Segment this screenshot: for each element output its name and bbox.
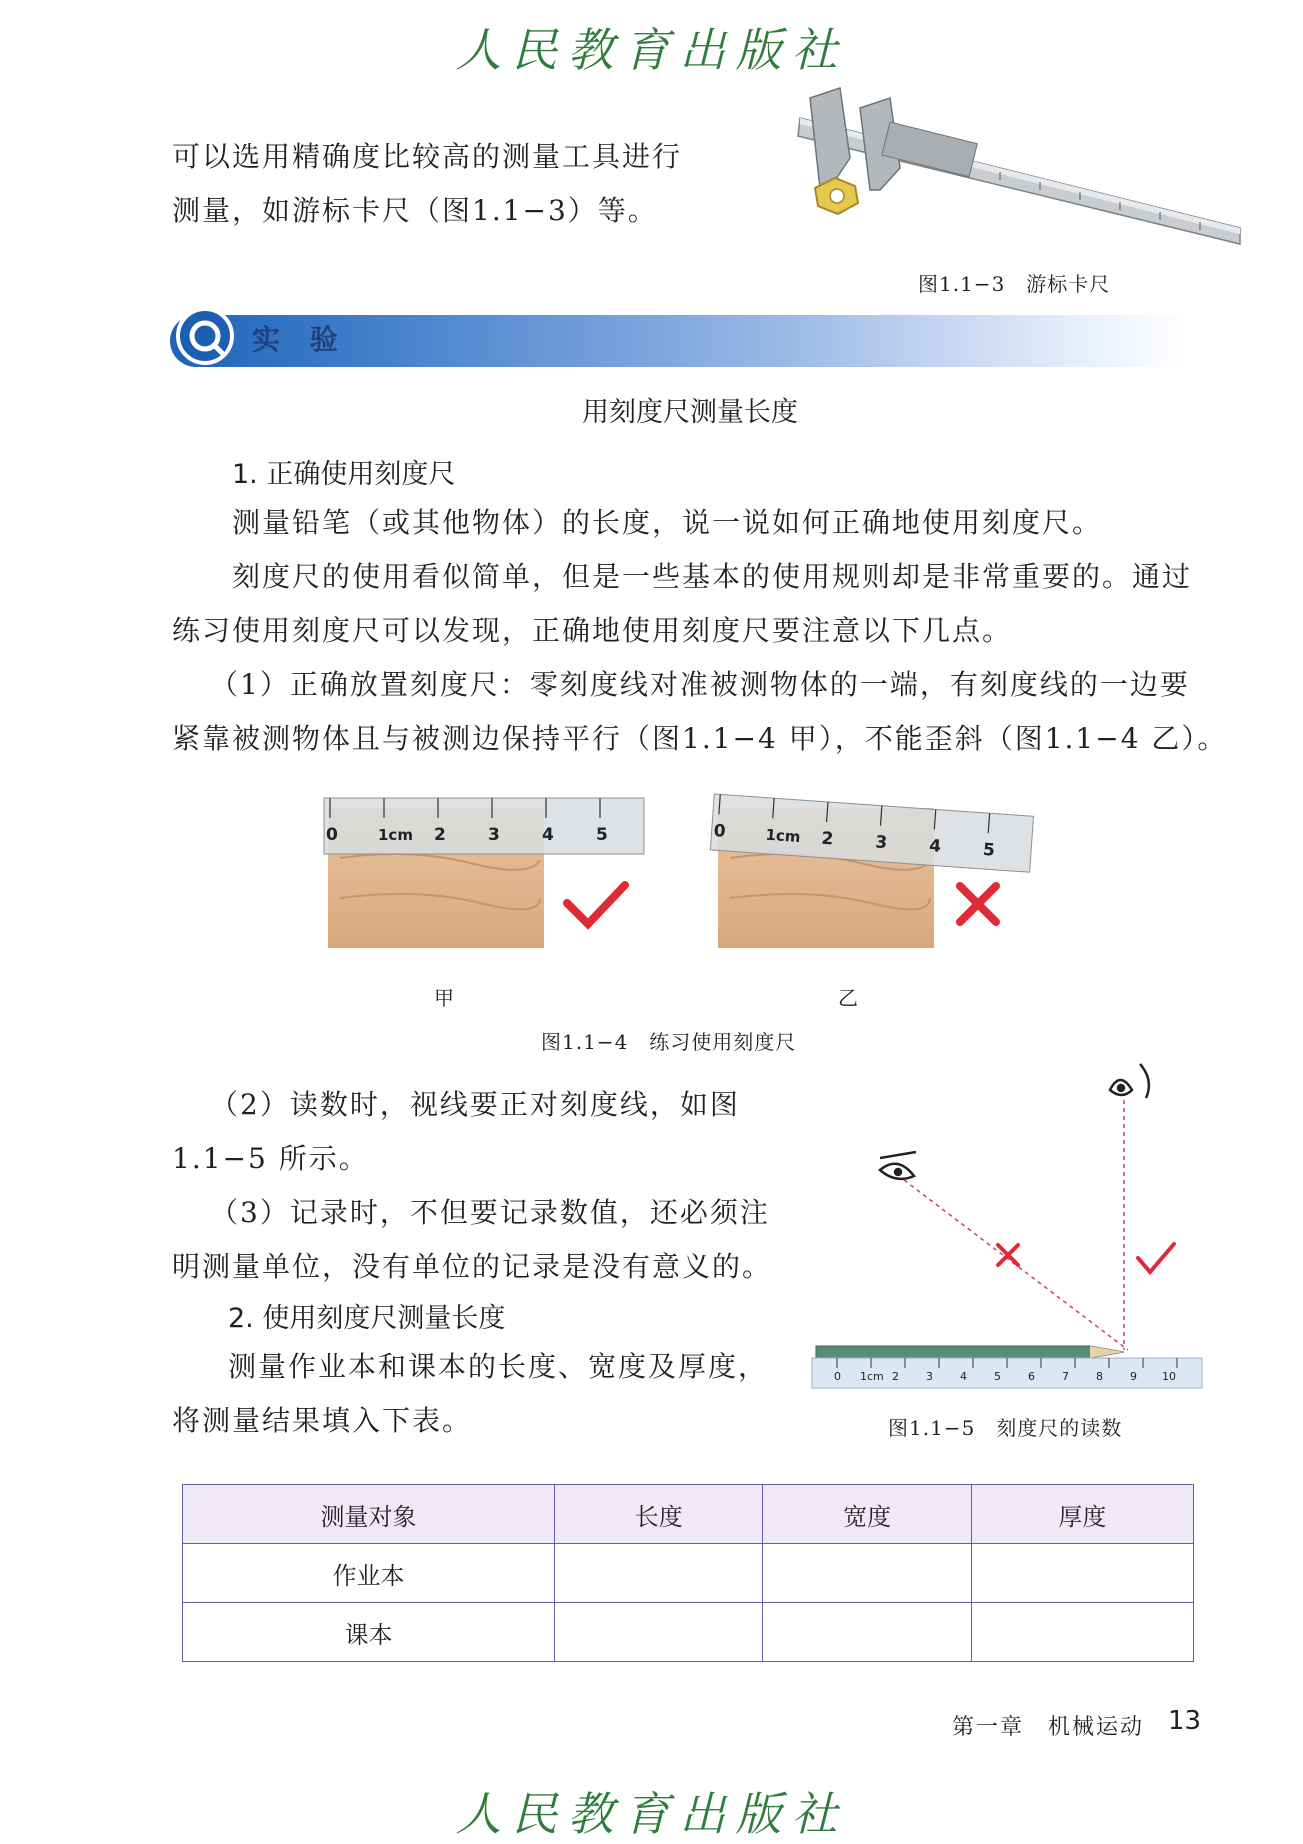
intro-line-1: 可以选用精确度比较高的测量工具进行 bbox=[172, 140, 683, 173]
ruler-b-label-0: 0 bbox=[712, 821, 727, 842]
ruler-c-label-9: 9 bbox=[1130, 1370, 1137, 1383]
figure-1-1-3-caption: 图1.1−3 游标卡尺 bbox=[918, 272, 1111, 296]
cross-mark-icon bbox=[998, 1245, 1018, 1265]
cross-mark-icon bbox=[960, 886, 996, 922]
check-mark-icon bbox=[567, 885, 625, 924]
measurement-table bbox=[182, 1484, 1194, 1662]
ruler-c-label-4: 4 bbox=[960, 1370, 967, 1383]
figure-1-1-5-caption: 图1.1−5 刻度尺的读数 bbox=[888, 1416, 1123, 1440]
table-header-length: 长度 bbox=[555, 1485, 763, 1544]
eye-icon-vertical bbox=[1110, 1064, 1149, 1098]
point2-line-1: （2）读数时，视线要正对刻度线，如图 bbox=[210, 1088, 740, 1121]
ruler-c-label-5: 5 bbox=[994, 1370, 1001, 1383]
ruler-c-label-8: 8 bbox=[1096, 1370, 1103, 1383]
ruler-c-label-1cm: 1cm bbox=[860, 1370, 884, 1383]
point2-line-2: 1.1−5 所示。 bbox=[172, 1142, 369, 1175]
chapter-footer: 第一章 机械运动 bbox=[952, 1715, 1145, 1740]
table-header-width: 宽度 bbox=[763, 1485, 971, 1544]
ruler-b-label-4: 4 bbox=[928, 836, 942, 857]
step1-paragraph-1: 测量铅笔（或其他物体）的长度，说一说如何正确地使用刻度尺。 bbox=[232, 506, 1103, 539]
intro-paragraph bbox=[172, 130, 682, 238]
ruler-c-label-2: 2 bbox=[892, 1370, 899, 1383]
step1-paragraph-2-line-1: 刻度尺的使用看似简单，但是一些基本的使用规则却是非常重要的。通过 bbox=[232, 560, 1193, 593]
figure-1-1-4-illustration bbox=[320, 788, 1040, 958]
lab-section-label: 实 验 bbox=[252, 323, 348, 356]
table-cell-thickness[interactable] bbox=[971, 1603, 1193, 1662]
table-cell-width[interactable] bbox=[763, 1603, 971, 1662]
intro-line-2: 测量，如游标卡尺（图1.1−3）等。 bbox=[172, 194, 658, 227]
ruler-b-label-5: 5 bbox=[982, 839, 996, 861]
ruler-c-label-6: 6 bbox=[1028, 1370, 1035, 1383]
table-row bbox=[183, 1603, 1194, 1662]
ruler-a-label-2: 2 bbox=[434, 825, 446, 845]
ruler-a-label-0: 0 bbox=[326, 825, 338, 845]
step2-line-1: 测量作业本和课本的长度、宽度及厚度， bbox=[228, 1350, 769, 1383]
figure-1-1-5-illustration bbox=[810, 1050, 1210, 1400]
magnifier-icon bbox=[176, 307, 234, 365]
step1-heading: 1. 正确使用刻度尺 bbox=[232, 459, 456, 490]
table-cell-object: 课本 bbox=[183, 1603, 555, 1662]
point3-line-1: （3）记录时，不但要记录数值，还必须注 bbox=[210, 1196, 770, 1229]
publisher-logo-bottom: 人民教育出版社 bbox=[455, 1787, 848, 1841]
ruler-b-label-1cm: 1cm bbox=[764, 825, 802, 847]
page-number: 13 bbox=[1168, 1706, 1202, 1736]
experiment-title: 用刻度尺测量长度 bbox=[582, 397, 798, 428]
check-mark-icon bbox=[1138, 1244, 1174, 1272]
figure-1-1-4-sub-a: 甲 bbox=[434, 986, 455, 1010]
ruler-c-label-3: 3 bbox=[926, 1370, 933, 1383]
ruler-a-label-3: 3 bbox=[488, 825, 500, 845]
table-header-row bbox=[183, 1485, 1194, 1544]
ruler-a-label-4: 4 bbox=[542, 825, 554, 845]
step2-line-2: 将测量结果填入下表。 bbox=[172, 1404, 473, 1437]
ruler-a-label-5: 5 bbox=[596, 825, 608, 845]
ruler-a-label-1cm: 1cm bbox=[378, 826, 413, 844]
ruler-c-label-7: 7 bbox=[1062, 1370, 1069, 1383]
ruler-c-label-0: 0 bbox=[834, 1370, 841, 1383]
eye-icon-slanted bbox=[880, 1152, 916, 1179]
table-cell-length[interactable] bbox=[555, 1603, 763, 1662]
step1-paragraph-3-line-1: （1）正确放置刻度尺：零刻度线对准被测物体的一端，有刻度线的一边要 bbox=[210, 668, 1190, 701]
publisher-logo-top: 人民教育出版社 bbox=[455, 23, 848, 77]
table-cell-thickness[interactable] bbox=[971, 1544, 1193, 1603]
ruler-c-label-10: 10 bbox=[1162, 1370, 1176, 1383]
vernier-caliper-illustration bbox=[780, 78, 1250, 278]
table-header-object: 测量对象 bbox=[183, 1485, 555, 1544]
step2-heading: 2. 使用刻度尺测量长度 bbox=[228, 1303, 506, 1334]
table-header-thickness: 厚度 bbox=[971, 1485, 1193, 1544]
table-cell-object: 作业本 bbox=[183, 1544, 555, 1603]
figure-1-1-4-sub-b: 乙 bbox=[838, 986, 859, 1010]
step1-paragraph-3-line-2: 紧靠被测物体且与被测边保持平行（图1.1−4 甲），不能歪斜（图1.1−4 乙）。 bbox=[172, 722, 1228, 755]
ruler-b-label-2: 2 bbox=[820, 828, 834, 850]
table-cell-length[interactable] bbox=[555, 1544, 763, 1603]
figure-1-1-4-caption: 图1.1−4 练习使用刻度尺 bbox=[541, 1030, 797, 1054]
table-cell-width[interactable] bbox=[763, 1544, 971, 1603]
point3-line-2: 明测量单位，没有单位的记录是没有意义的。 bbox=[172, 1250, 773, 1283]
ruler-b-label-3: 3 bbox=[874, 832, 888, 854]
step1-paragraph-2-line-2: 练习使用刻度尺可以发现，正确地使用刻度尺要注意以下几点。 bbox=[172, 614, 1013, 647]
table-row bbox=[183, 1544, 1194, 1603]
